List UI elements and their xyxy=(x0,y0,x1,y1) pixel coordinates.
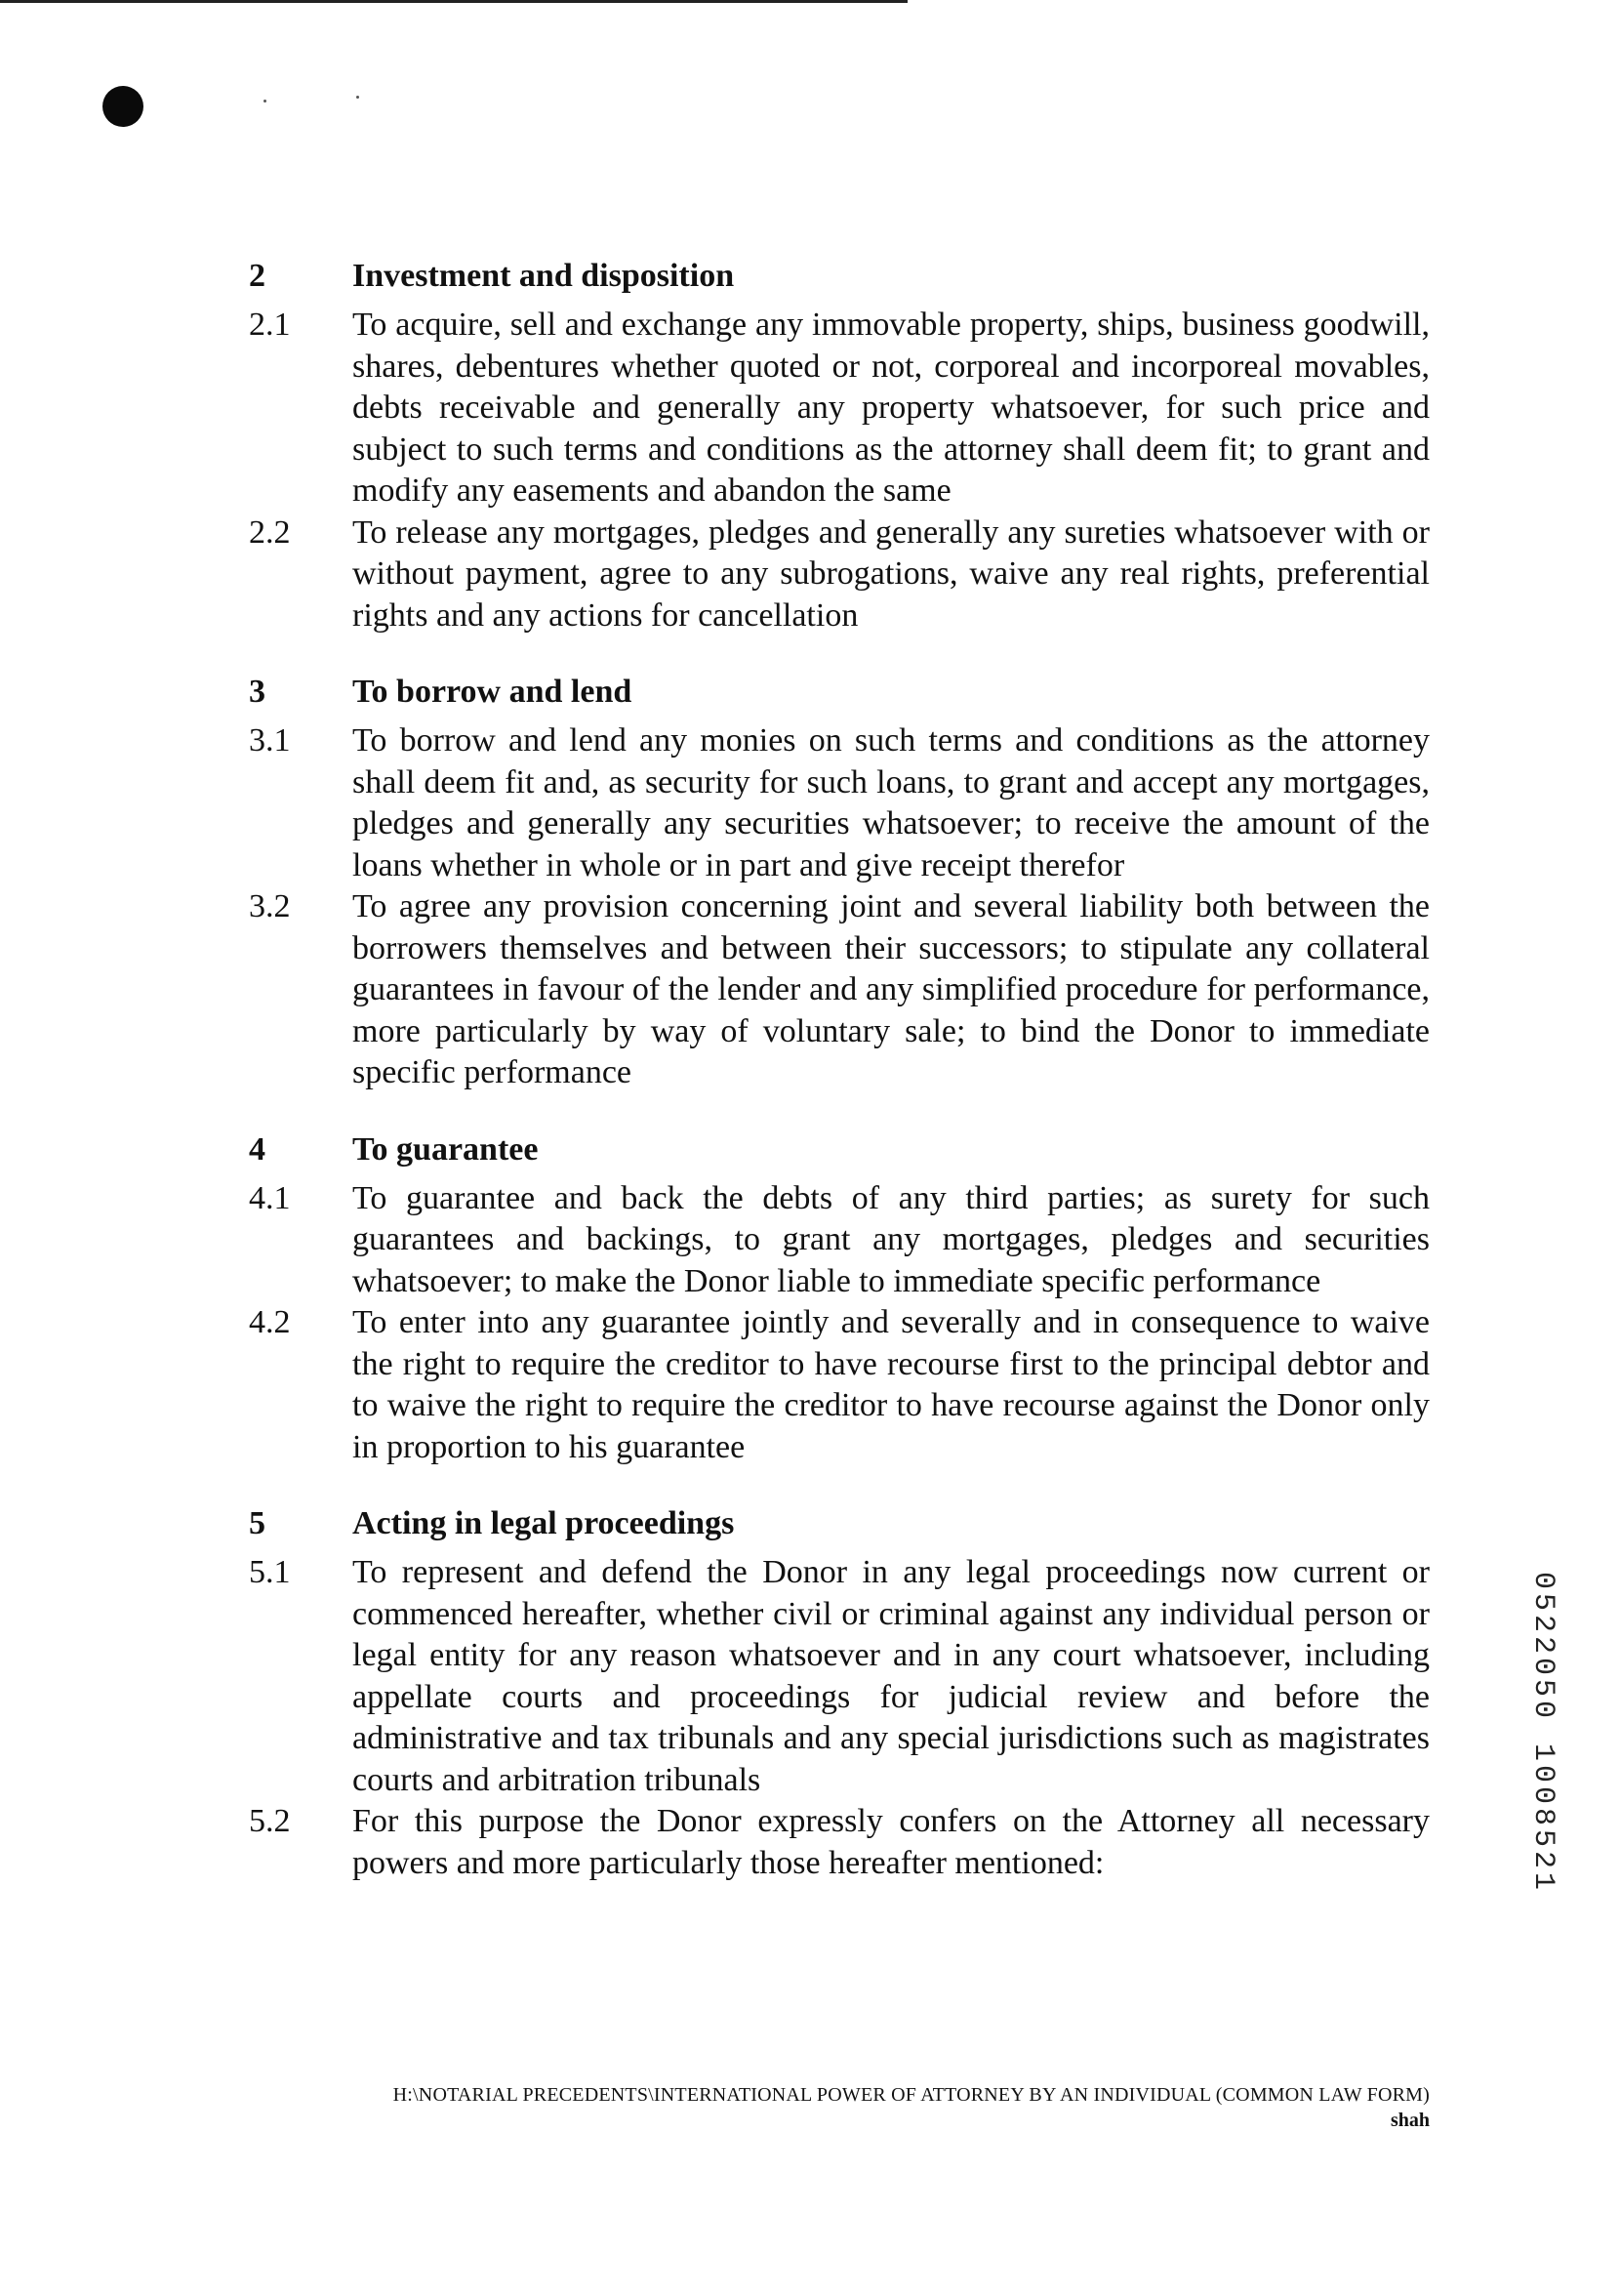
clause xyxy=(249,1178,1430,1303)
clause-number: 4.2 xyxy=(249,1304,291,1340)
document-body xyxy=(249,256,1430,1919)
margin-reference-stamp: 0522050 1008521 xyxy=(1526,1572,1559,1895)
section-heading xyxy=(249,256,1430,297)
clause-number: 2.2 xyxy=(249,513,291,551)
section-title: Investment and disposition xyxy=(352,258,735,294)
clause xyxy=(249,886,1430,1094)
clause-number: 3.1 xyxy=(249,722,291,758)
clause-text: To represent and defend the Donor in any legal proceedings now current or commenced hereafter, whether civil or criminal against any individual person or legal entity for any reason whatsoever and in any court whatsoever, including appellate courts and proceedings for judicial review and before the administrative and tax tribunals and any special jurisdictions such as magistrates courts and arbitration tribunals xyxy=(352,1554,1430,1798)
clause-text: For this purpose the Donor expressly confers on the Attorney all necessary powers and more particularly those hereafter mentioned: xyxy=(352,1803,1430,1881)
section-title: To guarantee xyxy=(352,1130,539,1168)
document-footer xyxy=(161,2082,1430,2133)
scan-speck xyxy=(263,100,266,102)
clause xyxy=(249,720,1430,886)
section-borrow-lend xyxy=(249,672,1430,1094)
clause-number: 2.1 xyxy=(249,307,291,343)
clause-number: 3.2 xyxy=(249,888,291,924)
clause xyxy=(249,1801,1430,1884)
clause xyxy=(249,1552,1430,1801)
section-legal-proceedings xyxy=(249,1503,1430,1884)
section-investment xyxy=(249,256,1430,636)
section-guarantee xyxy=(249,1129,1430,1469)
section-heading xyxy=(249,1503,1430,1544)
scan-speck xyxy=(356,96,359,99)
clause-text: To acquire, sell and exchange any immovable property, ships, business goodwill, shares, debentures whether quoted or not, corporeal and incorporeal movables, debts receivable and generally any property whatsoever, for such price and subject to such terms and conditions as the attorney shall deem fit; to grant and modify any easements and abandon the same xyxy=(352,307,1430,509)
clause-number: 5.1 xyxy=(249,1554,291,1590)
clause-number: 5.2 xyxy=(249,1803,291,1839)
clause xyxy=(249,1302,1430,1468)
section-title: To borrow and lend xyxy=(352,674,632,710)
section-heading xyxy=(249,1129,1430,1170)
clause xyxy=(249,305,1430,512)
section-title: Acting in legal proceedings xyxy=(352,1505,735,1541)
clause xyxy=(249,512,1430,637)
clause-number: 4.1 xyxy=(249,1179,291,1216)
clause-text: To enter into any guarantee jointly and severally and in consequence to waive the right to require the creditor to have recourse first to the principal debtor and to waive the right to require the creditor to have recourse against the Donor only in proportion to his guarantee xyxy=(352,1304,1430,1465)
clause-text: To borrow and lend any monies on such terms and conditions as the attorney shall deem fit and, as security for such loans, to grant and accept any mortgages, pledges and generally any securities whatsoever; to receive the amount of the loans whether in whole or in part and give receipt therefor xyxy=(352,722,1430,883)
hole-punch-mark xyxy=(102,86,143,127)
section-number: 3 xyxy=(249,674,265,710)
footer-file-path: H:\NOTARIAL PRECEDENTS\INTERNATIONAL POWER OF ATTORNEY BY AN INDIVIDUAL (COMMON LAW FORM) xyxy=(392,2084,1430,2106)
clause-text: To release any mortgages, pledges and generally any sureties whatsoever with or without payment, agree to any subrogations, waive any real rights, preferential rights and any actions for cancellation xyxy=(352,513,1430,634)
clause-text: To guarantee and back the debts of any third parties; as surety for such guarantees and backings, to grant any mortgages, pledges and securities whatsoever; to make the Donor liable to immediate specific performance xyxy=(352,1179,1430,1299)
footer-initials: shah xyxy=(1390,2110,1430,2131)
section-number: 5 xyxy=(249,1505,265,1541)
section-number: 2 xyxy=(249,258,265,294)
section-number: 4 xyxy=(249,1130,265,1168)
section-heading xyxy=(249,672,1430,713)
top-edge-rule xyxy=(0,0,908,3)
clause-text: To agree any provision concerning joint and several liability both between the borrowers themselves and between their successors; to stipulate any collateral guarantees in favour of the lender and any simplified procedure for performance, more particularly by way of voluntary sale; to bind the Donor to immediate specific performance xyxy=(352,888,1430,1090)
